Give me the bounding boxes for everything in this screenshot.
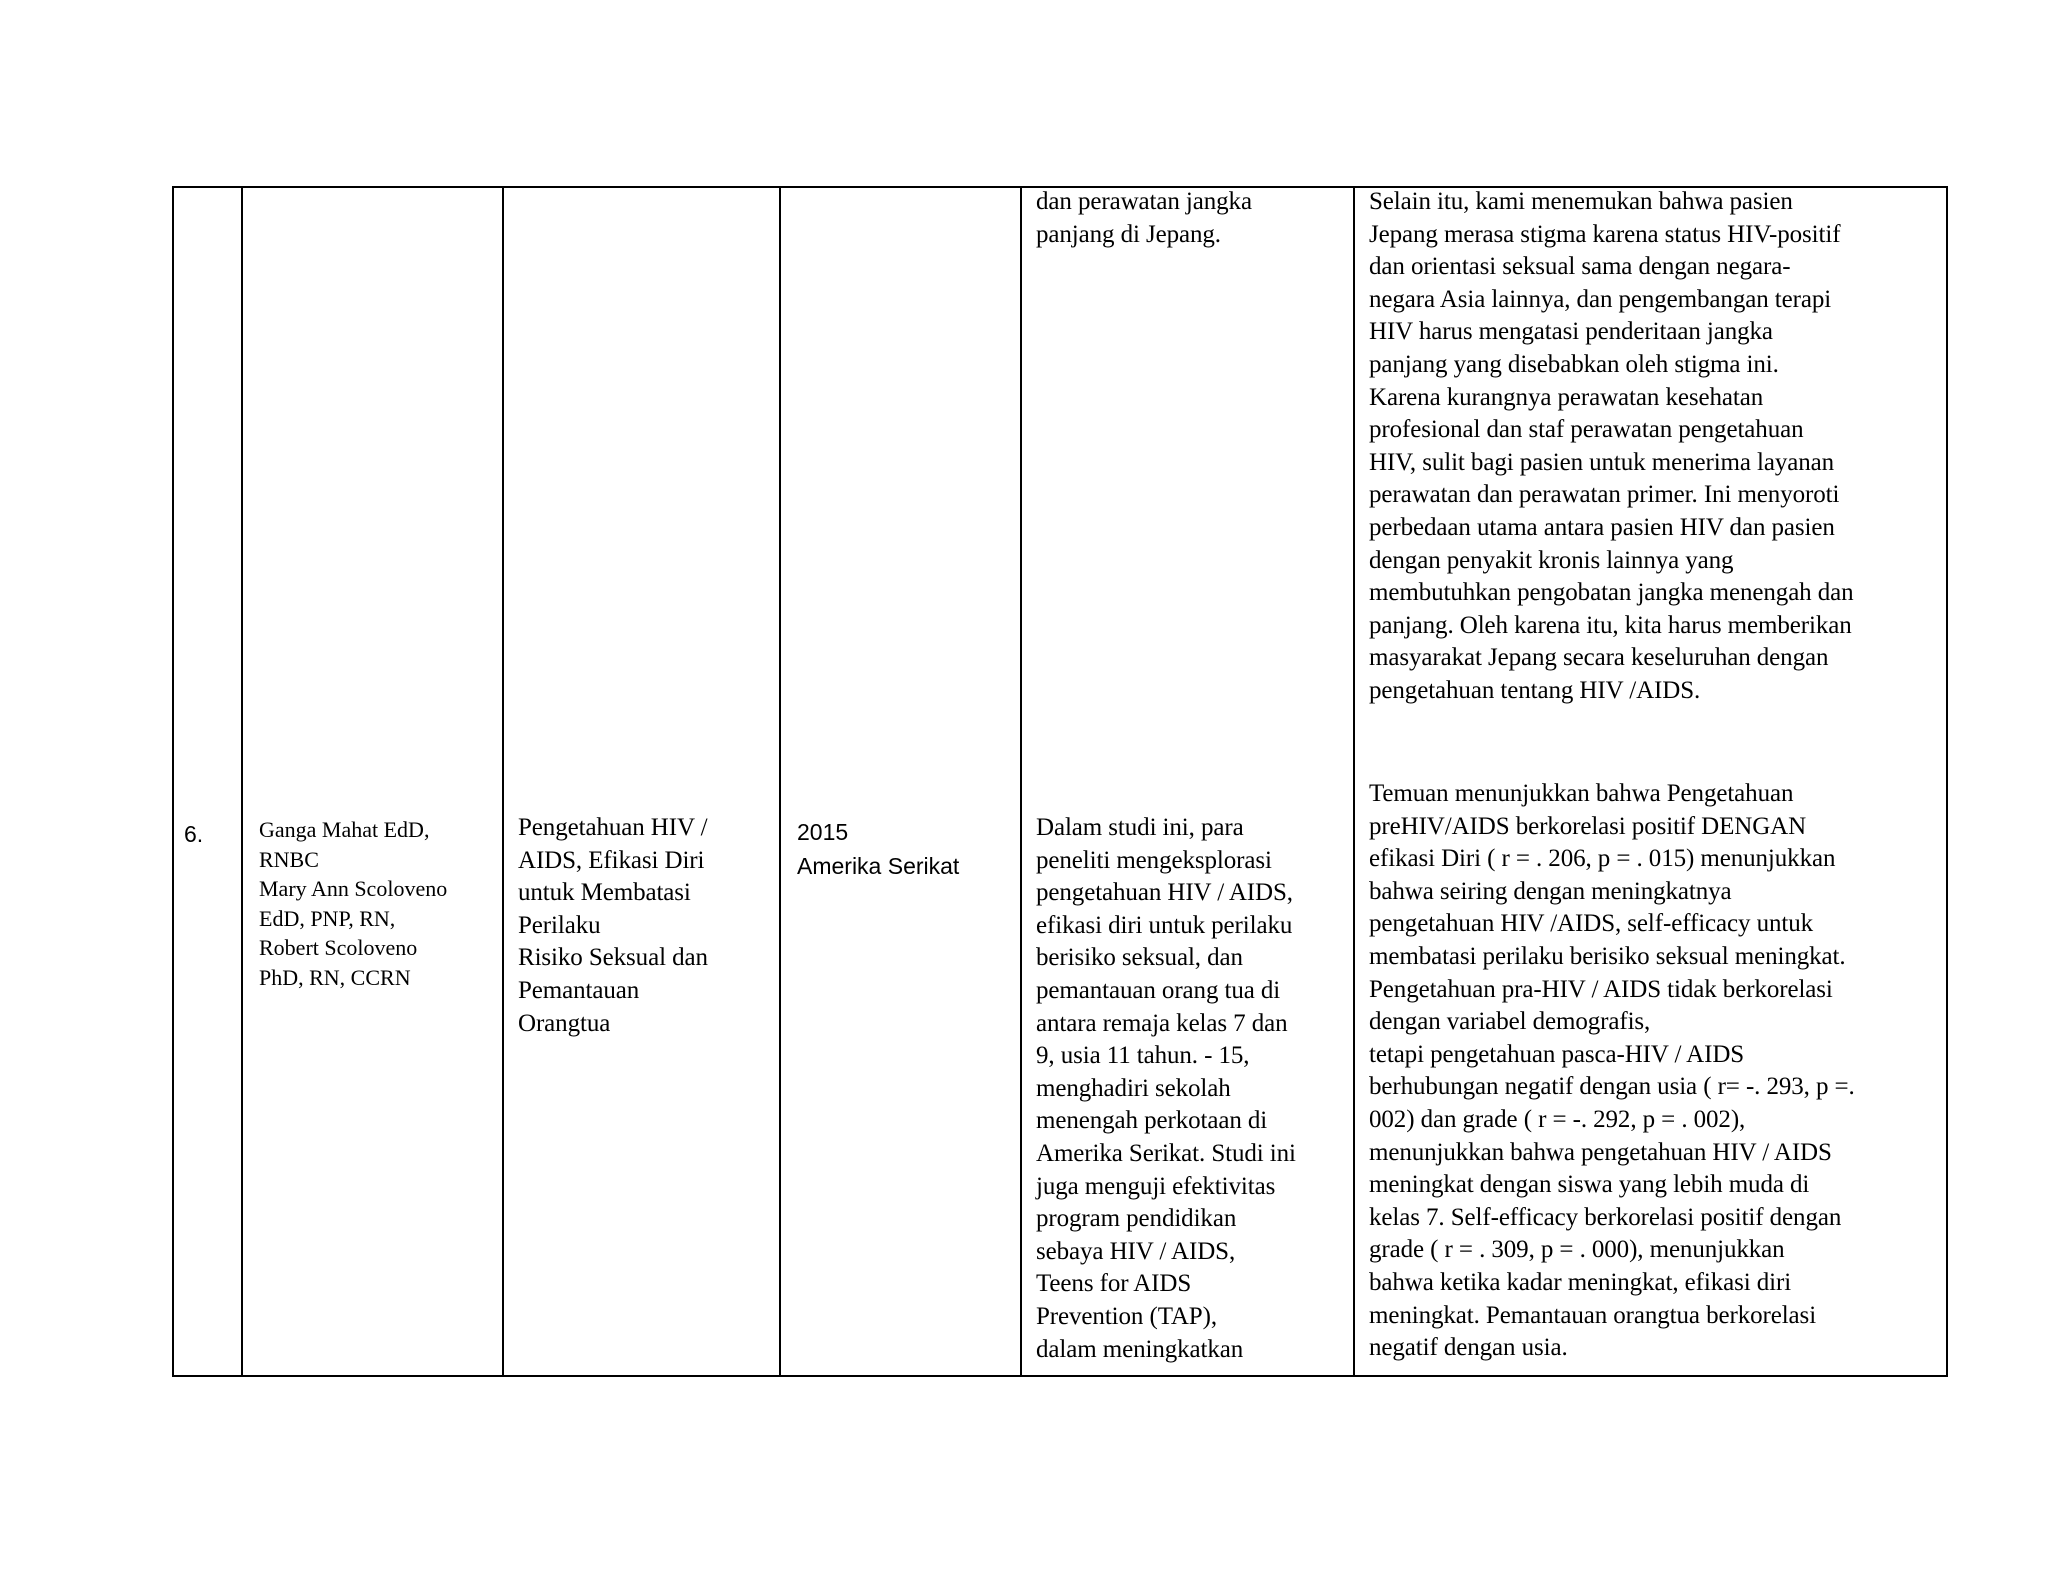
result-text: Temuan menunjukkan bahwa Pengetahuan preHIV/AIDS berkorelasi positif DENGAN efikasi Diri ( r = . 206, p = . 015) menunjukkan bahwa seiring dengan meningkatnya pengetahuan HIV /AIDS, self-efficacy untuk membatasi perilaku berisiko seksual meningkat. Pengetahuan pra-HIV / AIDS tidak berkorelasi dengan variabel demografis, tetapi pengetahuan pasca-HIV / AIDS berhubungan negatif dengan usia ( r= -. 293, p =. 002) dan grade ( r = -. 292, p = . 002), menunjukkan bahwa pengetahuan HIV / AIDS meningkat dengan siswa yang lebih muda di kelas 7. Self-efficacy berkorelasi positif dengan grade ( r = . 309, p = . 000), menunjukkan bahwa ketika kadar meningkat, efikasi diri meningkat. Pemantauan orangtua berkorelasi negatif dengan usia. — [1369, 780, 1855, 1362]
authors-cell — [242, 187, 503, 1376]
method-continued-text: dan perawatan jangka panjang di Jepang. — [1036, 188, 1252, 248]
authors-text: Ganga Mahat EdD, RNBC Mary Ann Scoloveno EdD, PNP, RN, Robert Scoloveno PhD, RN, CCRN — [259, 817, 448, 990]
study-title: Pengetahuan HIV / AIDS, Efikasi Diri untuk Membatasi Perilaku Risiko Seksual dan Pemantauan Orangtua — [518, 814, 708, 1037]
method-cell — [1021, 187, 1354, 1376]
result-continued-text: Selain itu, kami menemukan bahwa pasien Jepang merasa stigma karena status HIV-positif dan orientasi seksual sama dengan negara- negara Asia lainnya, dan pengembangan terapi HIV harus mengatasi penderitaan jangka panjang yang disebabkan oleh stigma ini. Karena kurangnya perawatan kesehatan profesional dan staf perawatan pengetahuan HIV, sulit bagi pasien untuk menerima layanan perawatan dan perawatan primer. Ini menyoroti perbedaan utama antara pasien HIV dan pasien dengan penyakit kronis lainnya yang membutuhkan pengobatan jangka menengah dan panjang. Oleh karena itu, kita harus memberikan masyarakat Jepang secara keseluruhan dengan pengetahuan tentang HIV /AIDS. — [1369, 188, 1854, 704]
table-row — [173, 187, 1947, 1376]
literature-review-table — [172, 186, 1948, 1377]
method-text: Dalam studi ini, para peneliti mengeksplorasi pengetahuan HIV / AIDS, efikasi diri untuk perilaku berisiko seksual, dan pemantauan orang tua di antara remaja kelas 7 dan 9, usia 11 tahun. - 15, menghadiri sekolah menengah perkotaan di Amerika Serikat. Studi ini juga menguji efektivitas program pendidikan sebaya HIV / AIDS, Teens for AIDS Prevention (TAP), dalam meningkatkan — [1036, 814, 1296, 1363]
row-number: 6. — [184, 821, 204, 847]
year-country-cell — [780, 187, 1021, 1376]
year-country-text: 2015 Amerika Serikat — [797, 819, 960, 879]
title-cell — [503, 187, 780, 1376]
result-cell — [1354, 187, 1947, 1376]
number-cell — [173, 187, 242, 1376]
